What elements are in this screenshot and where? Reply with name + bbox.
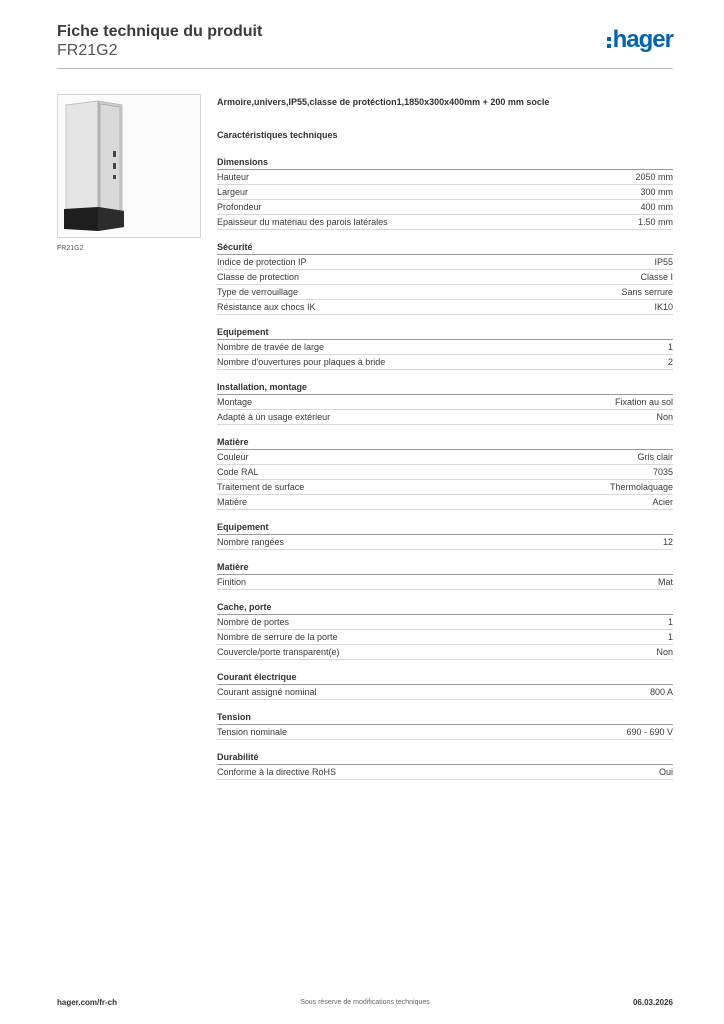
spec-label: Classe de protection [217,272,300,282]
spec-section [217,711,673,740]
spec-label: Finition [217,577,247,587]
spec-section [217,241,673,315]
spec-value: 300 mm [640,187,673,197]
spec-row [217,355,673,370]
spec-value: Thermolaquage [609,482,673,492]
spec-label: Nombre de travée de large [217,342,325,352]
spec-label: Résistance aux chocs IK [217,302,316,312]
spec-label: Profondeur [217,202,262,212]
spec-row [217,185,673,200]
section-title: Tension [217,711,673,725]
spec-sections [217,156,673,780]
spec-value: Fixation au sol [614,397,673,407]
spec-row [217,630,673,645]
spec-row [217,465,673,480]
spec-value: Classe I [640,272,673,282]
spec-section [217,521,673,550]
spec-section [217,326,673,370]
spec-label: Courant assigné nominal [217,687,317,697]
spec-value: 2050 mm [635,172,673,182]
spec-label: Conforme à la directive RoHS [217,767,337,777]
footer-date: 06.03.2026 [632,998,673,1007]
spec-label: Type de verrouillage [217,287,299,297]
spec-row [217,285,673,300]
page-header [57,22,262,60]
spec-value: IK10 [654,302,673,312]
spec-row [217,535,673,550]
spec-value: 2 [667,357,673,367]
spec-label: Indice de protection IP [217,257,307,267]
spec-value: 1 [667,342,673,352]
spec-row [217,270,673,285]
spec-row [217,170,673,185]
spec-value: 1.50 mm [637,217,673,227]
spec-row [217,765,673,780]
spec-label: Montage [217,397,253,407]
spec-label: Nombre d'ouvertures pour plaques à bride [217,357,386,367]
spec-section [217,381,673,425]
spec-value: Acier [652,497,673,507]
spec-value: Mat [657,577,673,587]
spec-value: 1 [667,632,673,642]
spec-row [217,645,673,660]
spec-row [217,395,673,410]
section-title: Matière [217,436,673,450]
spec-label: Couleur [217,452,249,462]
spec-label: Code RAL [217,467,259,477]
spec-label: Adapté à un usage extérieur [217,412,331,422]
header-divider [57,68,673,69]
spec-row [217,495,673,510]
spec-label: Nombre de serrure de la porte [217,632,338,642]
section-title: Sécurité [217,241,673,255]
spec-value: Sans serrure [621,287,673,297]
spec-label: Largeur [217,187,249,197]
spec-row [217,685,673,700]
spec-row [217,340,673,355]
spec-value: IP55 [654,257,673,267]
spec-label: Hauteur [217,172,250,182]
spec-section [217,156,673,230]
tech-characteristics-heading: Caractéristiques techniques [217,130,338,140]
spec-value: 12 [662,537,673,547]
spec-row [217,215,673,230]
spec-section [217,561,673,590]
spec-label: Couvercle/porte transparent(e) [217,647,340,657]
image-caption: FR21G2 [57,245,84,252]
spec-value: 400 mm [640,202,673,212]
spec-section [217,751,673,780]
enclosure-cabinet-icon [58,95,200,237]
spec-label: Epaisseur du matériau des parois latérales [217,217,388,227]
spec-value: Non [656,647,673,657]
section-title: Matière [217,561,673,575]
spec-row [217,450,673,465]
section-title: Installation, montage [217,381,673,395]
spec-value: Gris clair [637,452,673,462]
spec-label: Nombre de portes [217,617,290,627]
logo-mark-icon [607,37,611,48]
spec-label: Traitement de surface [217,482,305,492]
section-title: Courant électrique [217,671,673,685]
spec-value: 1 [667,617,673,627]
product-image [57,94,201,238]
section-title: Cache, porte [217,601,673,615]
spec-row [217,615,673,630]
section-title: Dimensions [217,156,673,170]
spec-row [217,410,673,425]
document-title: Fiche technique du produit [57,23,263,40]
spec-value: 800 A [649,687,673,697]
spec-value: Non [656,412,673,422]
spec-value: 690 - 690 V [626,727,673,737]
section-title: Equipement [217,521,673,535]
spec-content [217,96,673,780]
section-title: Equipement [217,326,673,340]
product-code: FR21G2 [57,42,118,59]
spec-row [217,480,673,495]
spec-label: Matière [217,497,248,507]
spec-row [217,200,673,215]
spec-section [217,671,673,700]
spec-row [217,725,673,740]
footer-disclaimer: Sous réserve de modifications techniques [300,999,430,1006]
spec-row [217,300,673,315]
hager-logo [607,28,673,52]
spec-row [217,255,673,270]
spec-section [217,601,673,660]
spec-label: Tension nominale [217,727,288,737]
section-title: Durabilité [217,751,673,765]
footer-website: hager.com/fr-ch [57,998,118,1007]
spec-section [217,436,673,510]
product-description: Armoire,univers,IP55,classe de protéction1,1850x300x400mm + 200 mm socle [217,97,550,107]
spec-value: Oui [658,767,673,777]
spec-row [217,575,673,590]
spec-label: Nombre rangées [217,537,285,547]
spec-value: 7035 [652,467,673,477]
logo-text: hager [612,26,673,53]
